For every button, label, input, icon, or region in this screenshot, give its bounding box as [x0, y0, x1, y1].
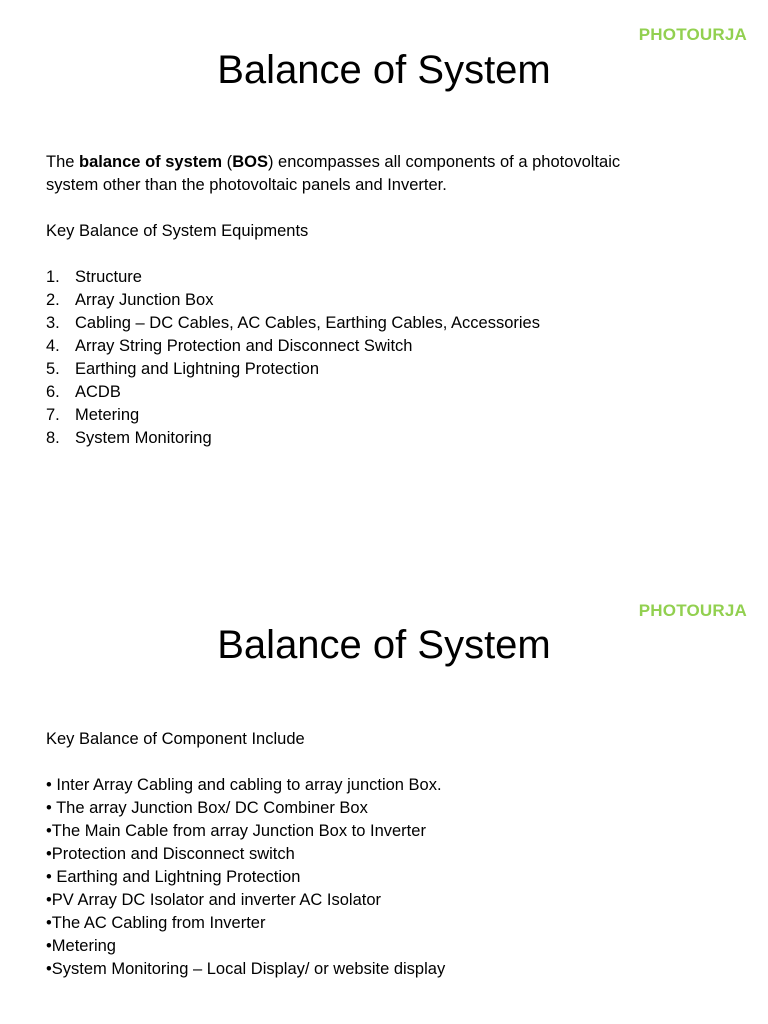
slide-2: [0, 576, 768, 1024]
intro-text: The: [46, 153, 80, 171]
list-item-text: Metering: [75, 406, 140, 424]
list-item: •Protection and Disconnect switch: [46, 845, 295, 863]
list-item: • Inter Array Cabling and cabling to array junction Box.: [46, 776, 442, 794]
list-item-number: 1.: [46, 268, 60, 286]
intro-text-line2: system other than the photovoltaic panels and Inverter.: [46, 176, 447, 194]
list-item: •The Main Cable from array Junction Box to Inverter: [46, 822, 426, 840]
list-item-number: 4.: [46, 337, 60, 355]
list-item: [46, 335, 706, 358]
list-item: • The array Junction Box/ DC Combiner Box: [46, 799, 368, 817]
list-item: [46, 289, 706, 312]
list-item: [46, 312, 706, 335]
slide-title: Balance of System: [217, 623, 551, 667]
intro-paragraph: [46, 151, 706, 197]
list-item: •System Monitoring – Local Display/ or website display: [46, 960, 446, 978]
list-item: [46, 358, 706, 381]
subheading: Key Balance of System Equipments: [46, 222, 309, 240]
list-item-number: 3.: [46, 314, 60, 332]
list-item-text: Cabling – DC Cables, AC Cables, Earthing Cables, Accessories: [75, 314, 540, 332]
subheading: Key Balance of Component Include: [46, 730, 305, 748]
slide-title: Balance of System: [217, 48, 551, 92]
intro-text: (: [222, 153, 233, 171]
list-item-text: Earthing and Lightning Protection: [75, 360, 320, 378]
list-item-text: ACDB: [75, 383, 121, 401]
intro-bold-abbr: BOS: [232, 153, 268, 171]
list-item-number: 2.: [46, 291, 60, 309]
list-item-number: 7.: [46, 406, 60, 424]
list-item: •PV Array DC Isolator and inverter AC Isolator: [46, 891, 381, 909]
list-item-text: System Monitoring: [75, 429, 212, 447]
list-item: •Metering: [46, 937, 116, 955]
list-item: [46, 427, 706, 450]
list-item: [46, 266, 706, 289]
list-item-number: 5.: [46, 360, 60, 378]
list-item: • Earthing and Lightning Protection: [46, 868, 301, 886]
component-list: [46, 774, 706, 981]
brand-logo-text: PHOTOURJA: [638, 25, 747, 44]
list-item-number: 8.: [46, 429, 60, 447]
brand-logo-text: PHOTOURJA: [638, 601, 747, 620]
list-item-text: Structure: [75, 268, 142, 286]
slide-content: [46, 728, 706, 981]
list-item-number: 6.: [46, 383, 60, 401]
list-item: •The AC Cabling from Inverter: [46, 914, 266, 932]
list-item-text: Array Junction Box: [75, 291, 214, 309]
spacer: [46, 197, 706, 220]
slide-content: [46, 151, 706, 450]
list-item-text: Array String Protection and Disconnect Switch: [75, 337, 413, 355]
spacer: [46, 751, 706, 774]
list-item: [46, 381, 706, 404]
spacer: [46, 243, 706, 266]
intro-text: ) encompasses all components of a photovoltaic: [267, 153, 621, 171]
equipment-list: [46, 266, 706, 450]
intro-bold-term: balance of system: [79, 153, 223, 171]
list-item: [46, 404, 706, 427]
